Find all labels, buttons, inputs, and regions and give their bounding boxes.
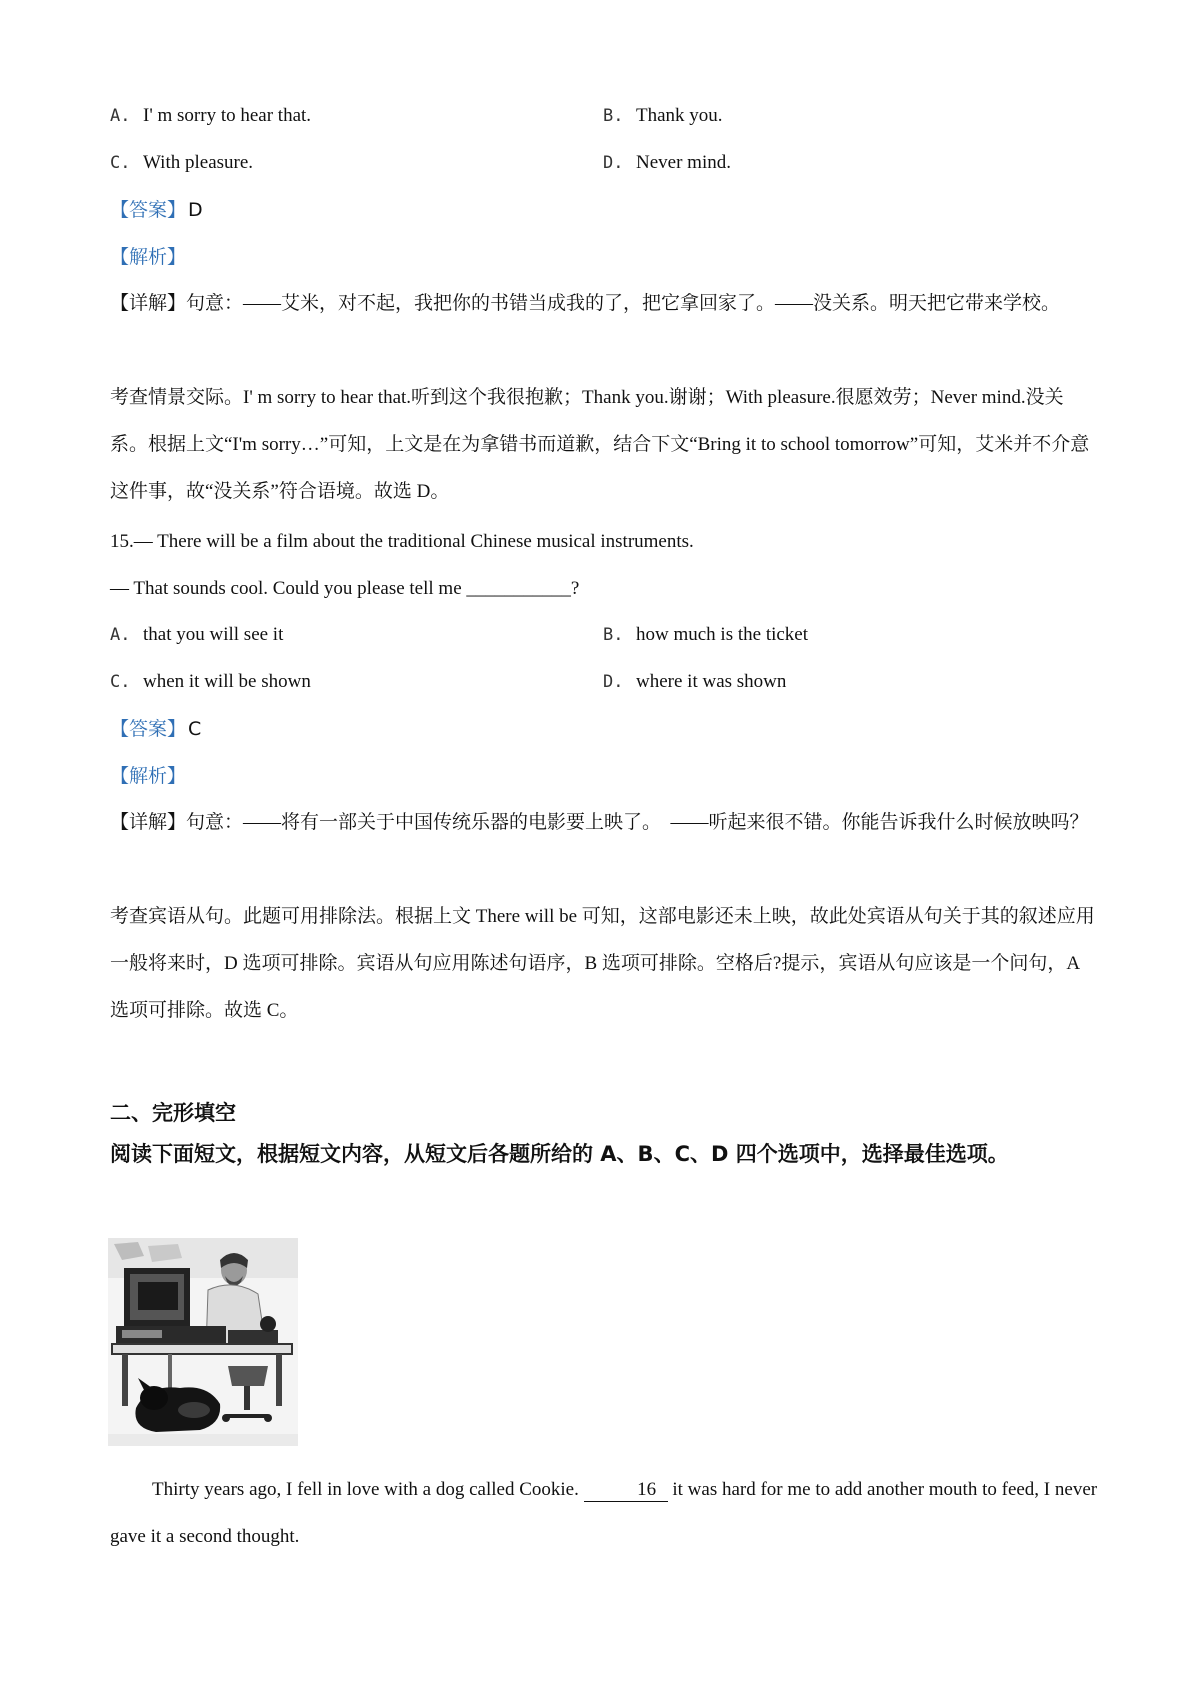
q15-option-b: B. how much is the ticket [603, 624, 809, 645]
q15-option-c: C. when it will be shown [110, 671, 311, 692]
q15-option-d: D. where it was shown [603, 671, 787, 692]
answer-value: D [188, 199, 203, 221]
q14-explanation: 考查情景交际。I' m sorry to hear that.听到这个我很抱歉；Thank you.谢谢；With pleasure.很愿效劳；Never mind.没关系。根据上文“I'm sorry…”可知，上文是在为拿错书而道歉，结合下文“Bring it to school tomorrow”可知，艾米并不介意这件事，故“没关系”符合语境。故选 D。 [110, 387, 1090, 502]
q15-question-line2: — That sounds cool. Could you please tell me ___________? [110, 578, 580, 599]
q15-question-line1: 15.— There will be a film about the traditional Chinese musical instruments. [110, 531, 694, 552]
answer-tag: 【答案】 [110, 718, 187, 740]
q15-option-a: A. that you will see it [110, 624, 284, 645]
answer-tag: 【答案】 [110, 199, 187, 221]
q15-detail: 【详解】句意：——将有一部关于中国传统乐器的电影要上映了。 ——听起来很不错。你能告诉我什么时候放映吗？ [110, 811, 1089, 833]
answer-value: C [188, 718, 202, 740]
section-heading: 二、完形填空 [110, 1101, 236, 1125]
q15-explanation: 考查宾语从句。此题可用排除法。根据上文 There will be 可知，这部电影还未上映，故此处宾语从句关于其的叙述应用一般将来时，D 选项可排除。宾语从句应用陈述句语序，B 选项可排除。空格后?提示，宾语从句应该是一个问句，A 选项可排除。故选 C。 [110, 906, 1095, 1021]
q14-analysis-tag: 【解析】 [110, 246, 187, 268]
passage-photo [108, 1238, 298, 1446]
q15-answer [110, 718, 201, 742]
passage-blank-16: 16 [584, 1480, 668, 1502]
passage-paragraph: Thirty years ago, I fell in love with a dog called Cookie. 16 it was hard for me to add another mouth to feed, I never gave it a second thought. [110, 1479, 1098, 1547]
q15-blank: ___________ [466, 578, 571, 599]
q14-option-d: D. Never mind. [603, 152, 731, 173]
q14-answer [110, 199, 203, 223]
q14-detail: 【详解】句意：——艾米，对不起，我把你的书错当成我的了，把它拿回家了。——没关系。明天把它带来学校。 [110, 292, 1061, 314]
section-instruction: 阅读下面短文，根据短文内容，从短文后各题所给的 A、B、C、D 四个选项中，选择最佳选项。 [110, 1142, 1009, 1166]
q15-analysis-tag: 【解析】 [110, 765, 187, 787]
q14-option-a: A. I' m sorry to hear that. [110, 105, 312, 126]
q14-option-c: C. With pleasure. [110, 152, 254, 173]
q14-option-b: B. Thank you. [603, 105, 723, 126]
